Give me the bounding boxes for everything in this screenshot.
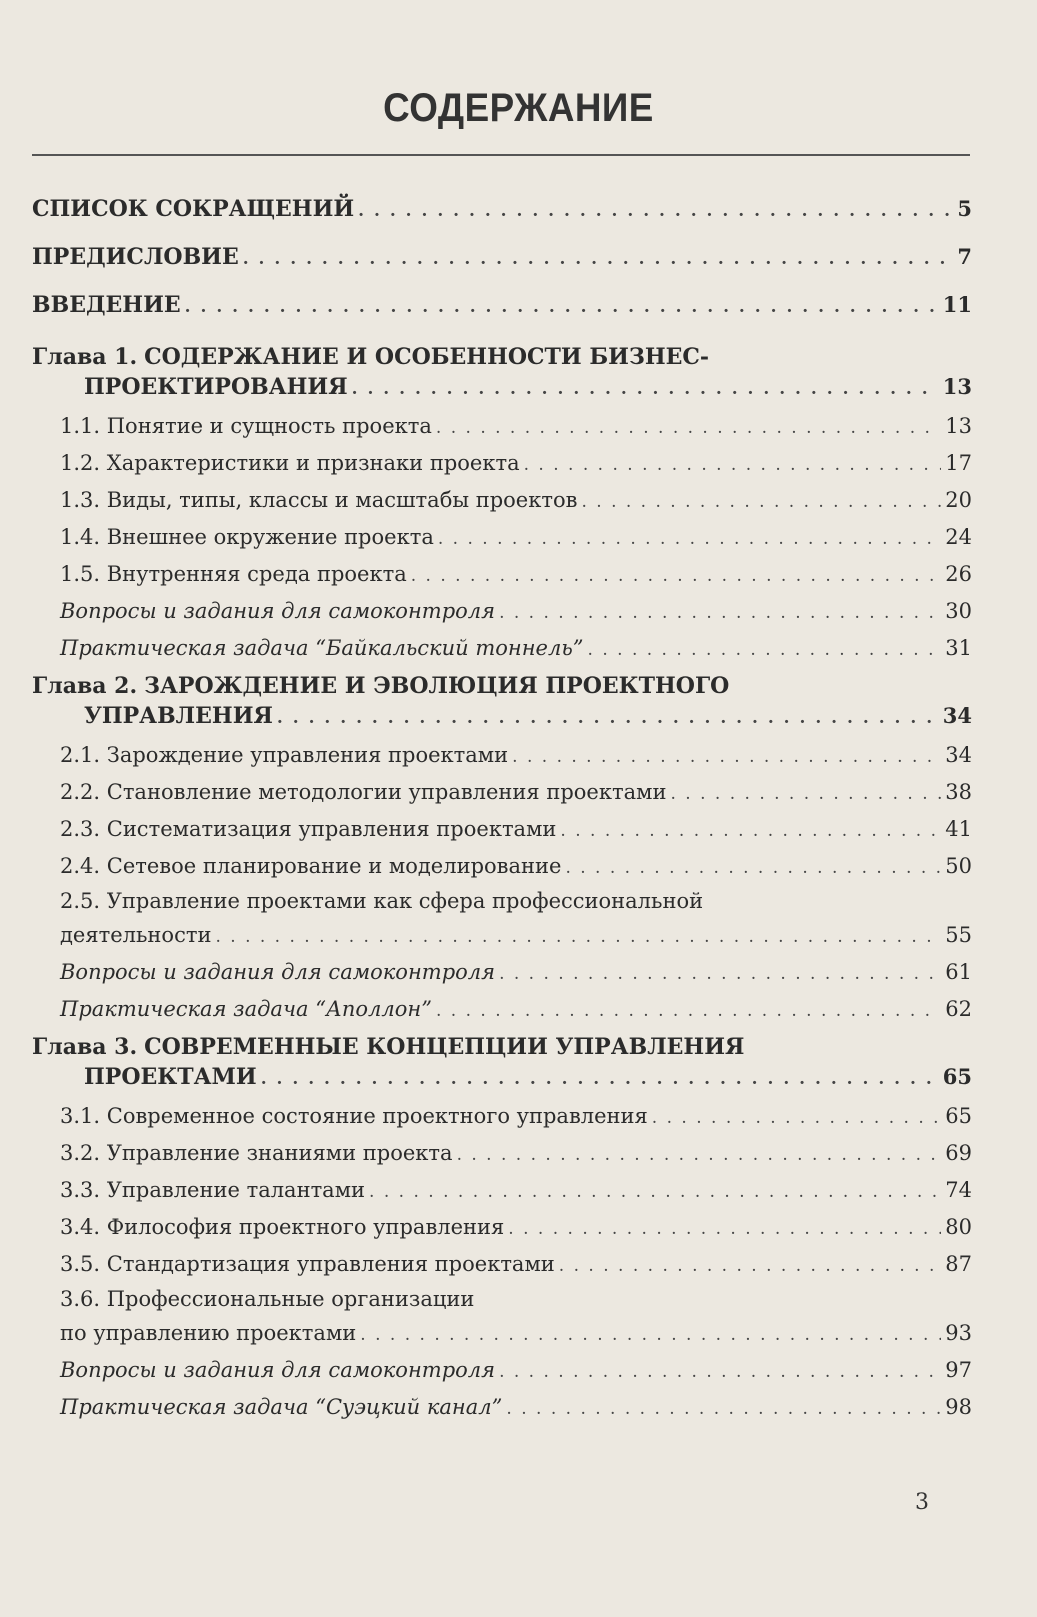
toc-section [32,917,972,954]
toc-page-number: 69 [945,1141,972,1165]
toc-task [32,991,972,1028]
toc-page-number: 24 [945,525,972,549]
dot-leader [499,1354,941,1391]
toc-section [32,445,972,482]
chapter-title-line [32,1030,972,1064]
dot-leader [436,410,941,447]
table-of-contents [32,196,972,1426]
dot-leader [243,249,954,269]
chapter-title-line [32,340,972,374]
toc-page-number: 7 [957,244,972,269]
toc-section [32,811,972,848]
chapter-title-line [32,669,972,703]
toc-task [32,630,972,667]
chapter-title: СОДЕРЖАНИЕ И ОСОБЕННОСТИ БИЗНЕС- [144,344,710,370]
toc-page-number: 80 [945,1215,972,1239]
toc-page-number: 65 [942,1064,972,1089]
toc-entry-label: 3.5. Стандартизация управления проектами [60,1252,555,1276]
toc-page-number: 38 [945,780,972,804]
toc-page-number: 26 [945,562,972,586]
toc-questions [32,1352,972,1389]
dot-leader [499,956,941,993]
dot-leader [508,1211,941,1248]
toc-page-number: 97 [945,1358,972,1382]
toc-page-number: 87 [945,1252,972,1276]
chapter-heading [32,1030,972,1064]
toc-page-number: 50 [945,854,972,878]
chapter-prefix: Глава 3. [32,1034,138,1060]
toc-entry-label: Вопросы и задания для самоконтроля [60,599,496,623]
toc-entry-label: Практическая задача “Суэцкий канал” [60,1395,503,1419]
toc-entry-label: 2.4. Сетевое планирование и моделирование [60,854,562,878]
chapter-title-cont [32,703,972,737]
toc-page-number: 55 [945,923,972,947]
toc-section-line: 3.6. Профессиональные организации [60,1287,475,1311]
toc-page-number: 65 [945,1104,972,1128]
toc-entry-label: ПРОЕКТАМИ [84,1064,257,1090]
toc-page-number: 20 [945,488,972,512]
toc-entry-label: ВВЕДЕНИЕ [32,292,181,318]
dot-leader [506,1391,941,1428]
dot-leader [670,776,941,813]
chapter-title: ЗАРОЖДЕНИЕ И ЭВОЛЮЦИЯ ПРОЕКТНОГО [144,673,730,699]
dot-leader [499,595,941,632]
dot-leader [581,484,941,521]
chapter-title: СОВРЕМЕННЫЕ КОНЦЕПЦИИ УПРАВЛЕНИЯ [144,1034,745,1060]
dot-leader [352,379,939,399]
toc-page-number: 13 [945,414,972,438]
toc-section [32,1246,972,1283]
toc-entry-label: 2.3. Систематизация управления проектами [60,817,557,841]
toc-top-item [32,244,972,270]
dot-leader [438,521,941,558]
toc-page-number: 30 [945,599,972,623]
toc-entry-label: 1.4. Внешнее окружение проекта [60,525,434,549]
toc-section-line: 2.5. Управление проектами как сфера профессиональной [60,889,704,913]
toc-section [32,1315,972,1352]
toc-entry-label: СПИСОК СОКРАЩЕНИЙ [32,196,355,222]
toc-section [32,482,972,519]
dot-leader [436,993,941,1030]
dot-leader [565,850,941,887]
chapter-title-cont [32,374,972,408]
dot-leader [524,447,942,484]
dot-leader [261,1069,939,1089]
toc-entry-label: УПРАВЛЕНИЯ [84,703,273,729]
dot-leader [560,813,941,850]
dot-leader [512,739,941,776]
toc-entry-label: деятельности [60,923,212,947]
dot-leader [215,919,941,956]
toc-section [32,1098,972,1135]
dot-leader [360,1317,941,1354]
toc-entry-label: ПРЕДИСЛОВИЕ [32,244,239,270]
toc-questions [32,593,972,630]
toc-entry-label: 3.1. Современное состояние проектного управления [60,1104,648,1128]
toc-page-number: 61 [945,960,972,984]
toc-section [32,408,972,445]
toc-page-number: 62 [945,997,972,1021]
toc-section [32,1209,972,1246]
toc-section [32,848,972,885]
toc-entry-label: 2.1. Зарождение управления проектами [60,743,509,767]
toc-page-number: 17 [945,451,972,475]
toc-entry-label: Практическая задача “Байкальский тоннель” [60,636,584,660]
toc-section [32,1135,972,1172]
toc-entry-label: 3.3. Управление талантами [60,1178,366,1202]
toc-page-number: 5 [957,196,972,221]
toc-task [32,1389,972,1426]
dot-leader [185,297,939,317]
dot-leader [277,708,939,728]
toc-page-number: 74 [945,1178,972,1202]
toc-entry-label: ПРОЕКТИРОВАНИЯ [84,374,348,400]
toc-section [32,519,972,556]
toc-page-number: 41 [945,817,972,841]
toc-page-number: 31 [945,636,972,660]
toc-entry-label: 1.1. Понятие и сущность проекта [60,414,432,438]
toc-section [32,556,972,593]
dot-leader [588,632,942,669]
toc-section [32,774,972,811]
toc-entry-label: Вопросы и задания для самоконтроля [60,1358,496,1382]
toc-questions [32,954,972,991]
toc-entry-label: 1.2. Характеристики и признаки проекта [60,451,520,475]
dot-leader [369,1174,941,1211]
chapter-prefix: Глава 1. [32,344,138,370]
toc-entry-label: Вопросы и задания для самоконтроля [60,960,496,984]
toc-entry-label: 3.4. Философия проектного управления [60,1215,505,1239]
chapter-prefix: Глава 2. [32,673,138,699]
dot-leader [457,1137,942,1174]
toc-entry-label: Практическая задача “Аполлон” [60,997,432,1021]
toc-entry-label: 1.3. Виды, типы, классы и масштабы проектов [60,488,578,512]
page-title: СОДЕРЖАНИЕ [383,86,654,130]
toc-page-number: 11 [942,292,972,317]
toc-page-number: 93 [945,1321,972,1345]
chapter-heading [32,669,972,703]
toc-entry-label: 3.2. Управление знаниями проекта [60,1141,453,1165]
toc-top-item [32,196,972,222]
toc-entry-label: 2.2. Становление методологии управления проектами [60,780,667,804]
toc-page-number: 98 [945,1395,972,1419]
dot-leader [411,558,942,595]
toc-section [32,737,972,774]
toc-page-number: 34 [945,743,972,767]
title-rule [32,154,970,156]
chapter-title-cont [32,1064,972,1098]
chapter-heading [32,340,972,374]
toc-page-number: 34 [942,703,972,728]
toc-page-number: 13 [942,374,972,399]
toc-section [32,1172,972,1209]
dot-leader [652,1100,941,1137]
toc-entry-label: 1.5. Внутренняя среда проекта [60,562,407,586]
page-number: 3 [915,1490,929,1515]
toc-entry-label: по управлению проектами [60,1321,357,1345]
dot-leader [358,201,953,221]
dot-leader [559,1248,941,1285]
toc-top-item [32,292,972,318]
